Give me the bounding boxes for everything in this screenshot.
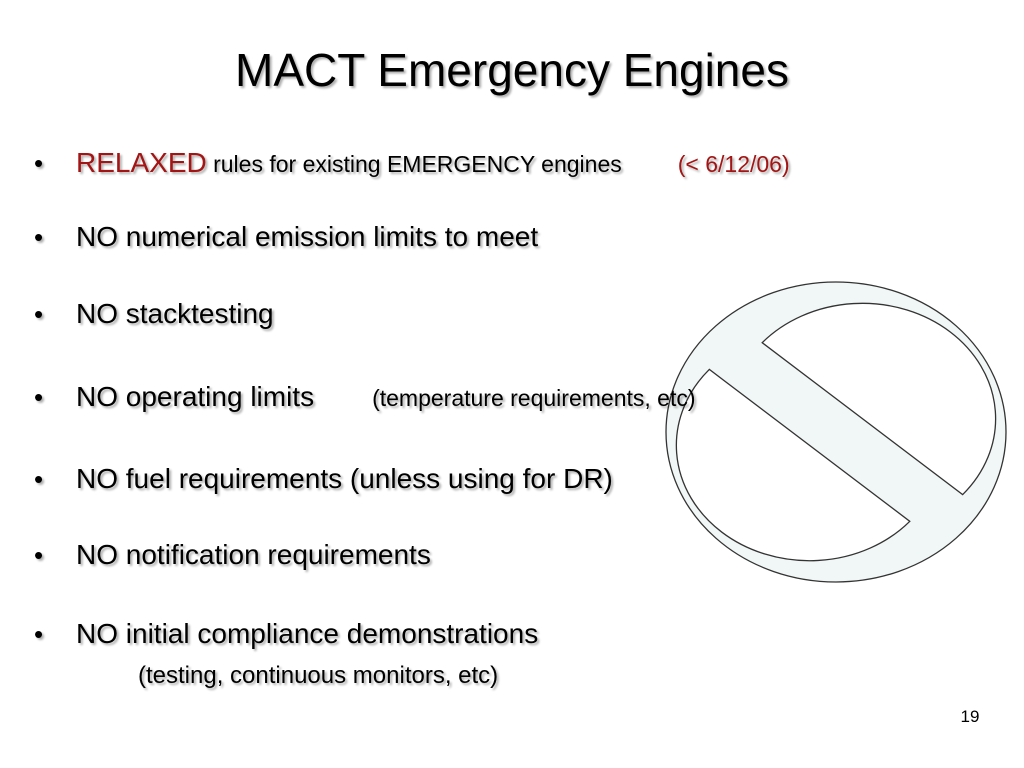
bullet-item-initial-compliance — [34, 617, 538, 651]
bullet-item-operating-limits — [34, 380, 696, 415]
bullet-lead-relaxed: RELAXED — [76, 147, 207, 178]
bullet-marker: • — [34, 222, 44, 252]
bullet-text: rules for existing EMERGENCY engines — [206, 151, 622, 177]
bullet-marker: • — [34, 382, 44, 412]
bullet-text: NO initial compliance demonstrations — [76, 618, 539, 649]
bullet-marker: • — [34, 464, 44, 494]
bullet-marker: • — [34, 619, 44, 649]
bullet-date-note: (< 6/12/06) — [677, 151, 790, 177]
bullet-item-fuel-requirements — [34, 462, 613, 496]
bullet-marker: • — [34, 148, 44, 178]
bullet-text: NO operating limits — [76, 381, 315, 412]
bullet-text: NO stacktesting — [76, 298, 274, 329]
bullet-note: (temperature requirements, etc) — [372, 385, 696, 411]
bullet-text: NO notification requirements — [76, 539, 431, 570]
bullet-text: NO numerical emission limits to meet — [76, 221, 539, 252]
bullet-text: NO fuel requirements (unless using for DR) — [76, 463, 613, 494]
bullet-marker: • — [34, 540, 44, 570]
bullet-sub-note: (testing, continuous monitors, etc) — [138, 662, 499, 689]
page-number: 19 — [960, 707, 980, 726]
slide-title: MACT Emergency Engines — [235, 44, 789, 96]
bullet-item-emission-limits — [34, 220, 538, 254]
bullet-marker: • — [34, 299, 44, 329]
bullet-item-relaxed-rules — [34, 146, 790, 181]
bullet-item-notification — [34, 538, 431, 572]
bullet-item-stacktesting — [34, 297, 274, 331]
